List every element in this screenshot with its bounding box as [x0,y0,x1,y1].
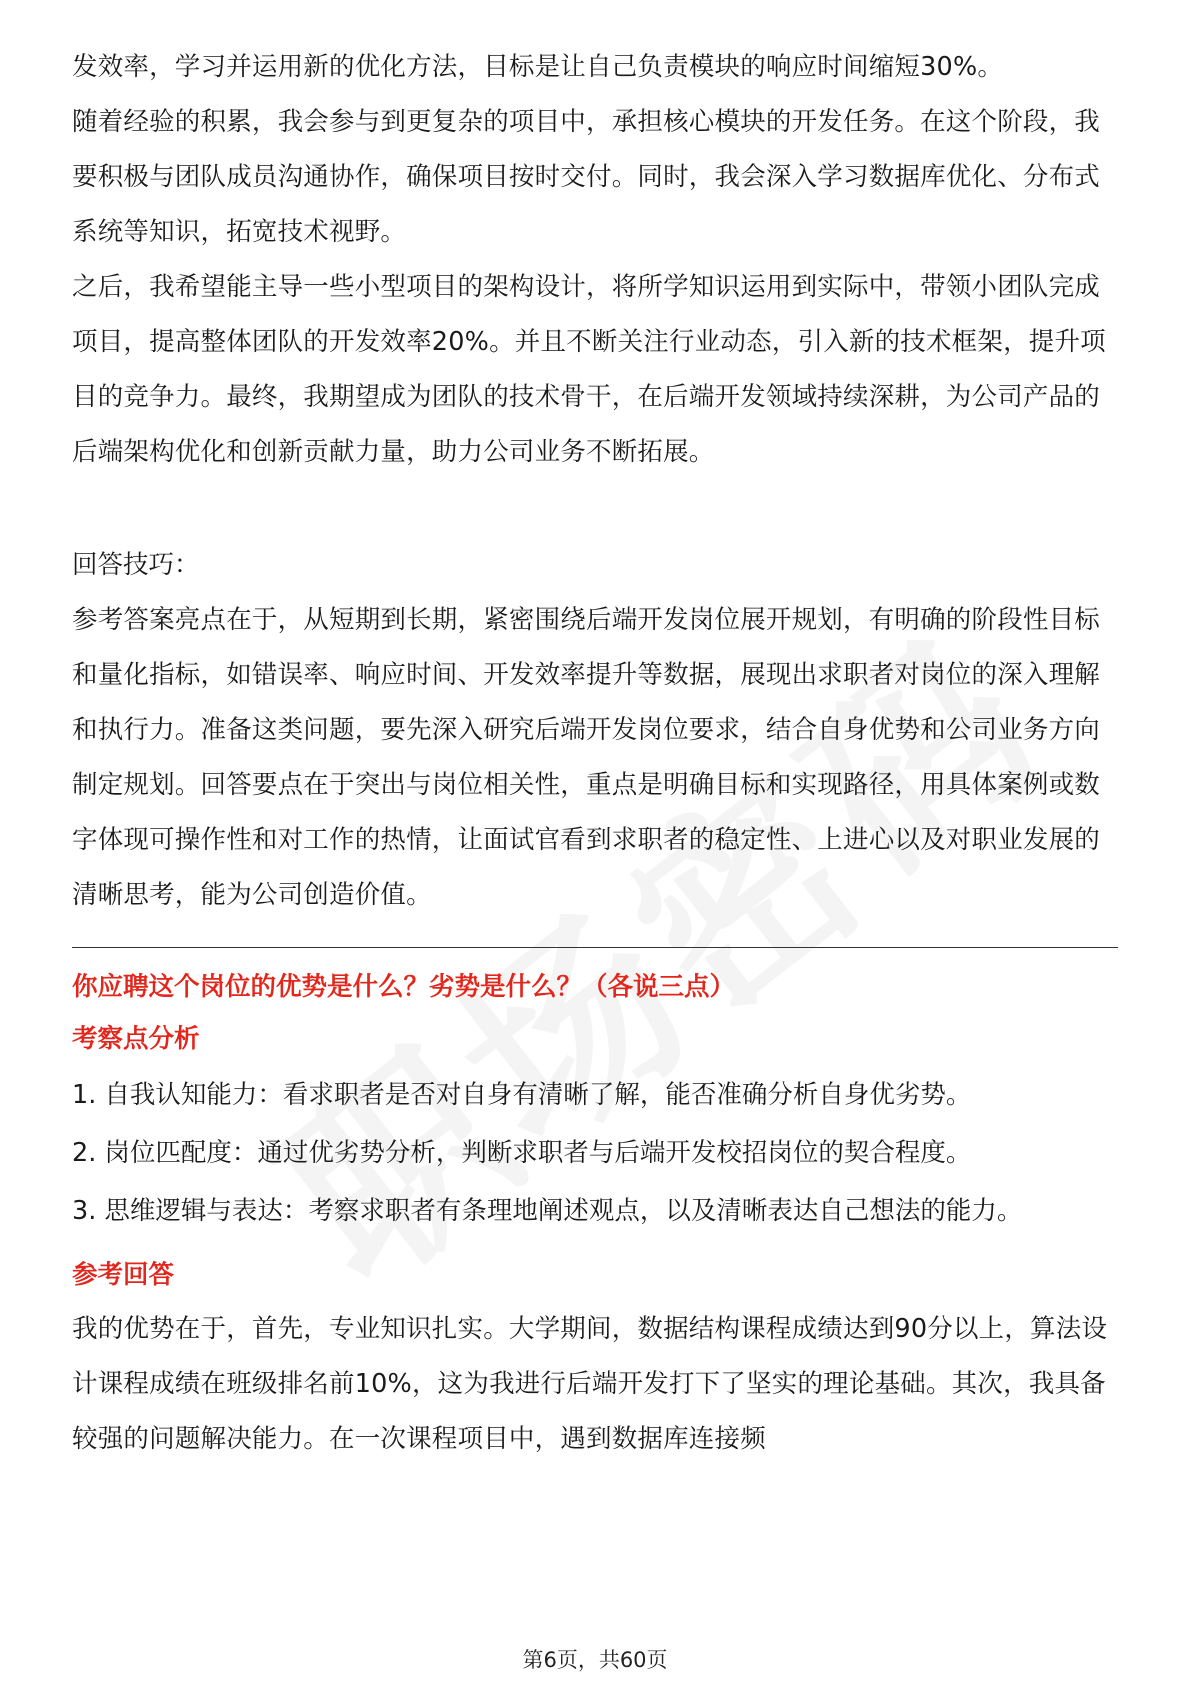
tips-text: 参考答案亮点在于，从短期到长期，紧密围绕后端开发岗位展开规划，有明确的阶段性目标和量化指标，如错误率、响应时间、开发效率提升等数据，展现出求职者对岗位的深入理解和执行力。准备这类问题，要先深入研究后端开发岗位要求，结合自身优势和公司业务方向制定规划。回答要点在于突出与岗位相关性，重点是明确目标和实现路径，用具体案例或数字体现可操作性和对工作的热情，让面试官看到求职者的稳定性、上进心以及对职业发展的清晰思考，能为公司创造价值。 [72,605,1101,910]
paragraph: 随着经验的积累，我会参与到更复杂的项目中，承担核心模块的开发任务。在这个阶段，我要积极与团队成员沟通协作，确保项目按时交付。同时，我会深入学习数据库优化、分布式系统等知识，拓宽技术视野。 [72,107,1101,247]
tips-label: 回答技巧： [72,550,200,580]
list-item: 3. 思维逻辑与表达：考察求职者有条理地阐述观点，以及清晰表达自己想法的能力。 [72,1196,1023,1226]
reference-heading: 参考回答 [72,1260,175,1290]
reference-text: 我的优势在于，首先，专业知识扎实。大学期间，数据结构课程成绩达到90分以上，算法设计课程成绩在班级排名前10%，这为我进行后端开发打下了坚实的理论基础。其次，我具备较强的问题解决能力。在一次课程项目中，遇到数据库连接频 [72,1314,1108,1454]
page-footer: 第6页，共60页 [522,1648,668,1672]
paragraph: 之后，我希望能主导一些小型项目的架构设计，将所学知识运用到实际中，带领小团队完成项目，提高整体团队的开发效率20%。并且不断关注行业动态，引入新的技术框架，提升项目的竞争力。最终，我期望成为团队的技术骨干，在后端开发领域持续深耕，为公司产品的后端架构优化和创新贡献力量，助力公司业务不断拓展。 [72,272,1106,467]
list-item: 2. 岗位匹配度：通过优劣势分析，判断求职者与后端开发校招岗位的契合程度。 [72,1138,972,1168]
list-item: 1. 自我认知能力：看求职者是否对自身有清晰了解，能否准确分析自身优劣势。 [72,1080,972,1110]
analysis-heading: 考察点分析 [72,1024,200,1054]
document-page [72,40,1118,1467]
divider [72,947,1118,948]
paragraph: 发效率，学习并运用新的优化方法，目标是让自己负责模块的响应时间缩短30%。 [72,52,1004,82]
question-title: 你应聘这个岗位的优势是什么？劣势是什么？（各说三点） [72,972,736,1002]
